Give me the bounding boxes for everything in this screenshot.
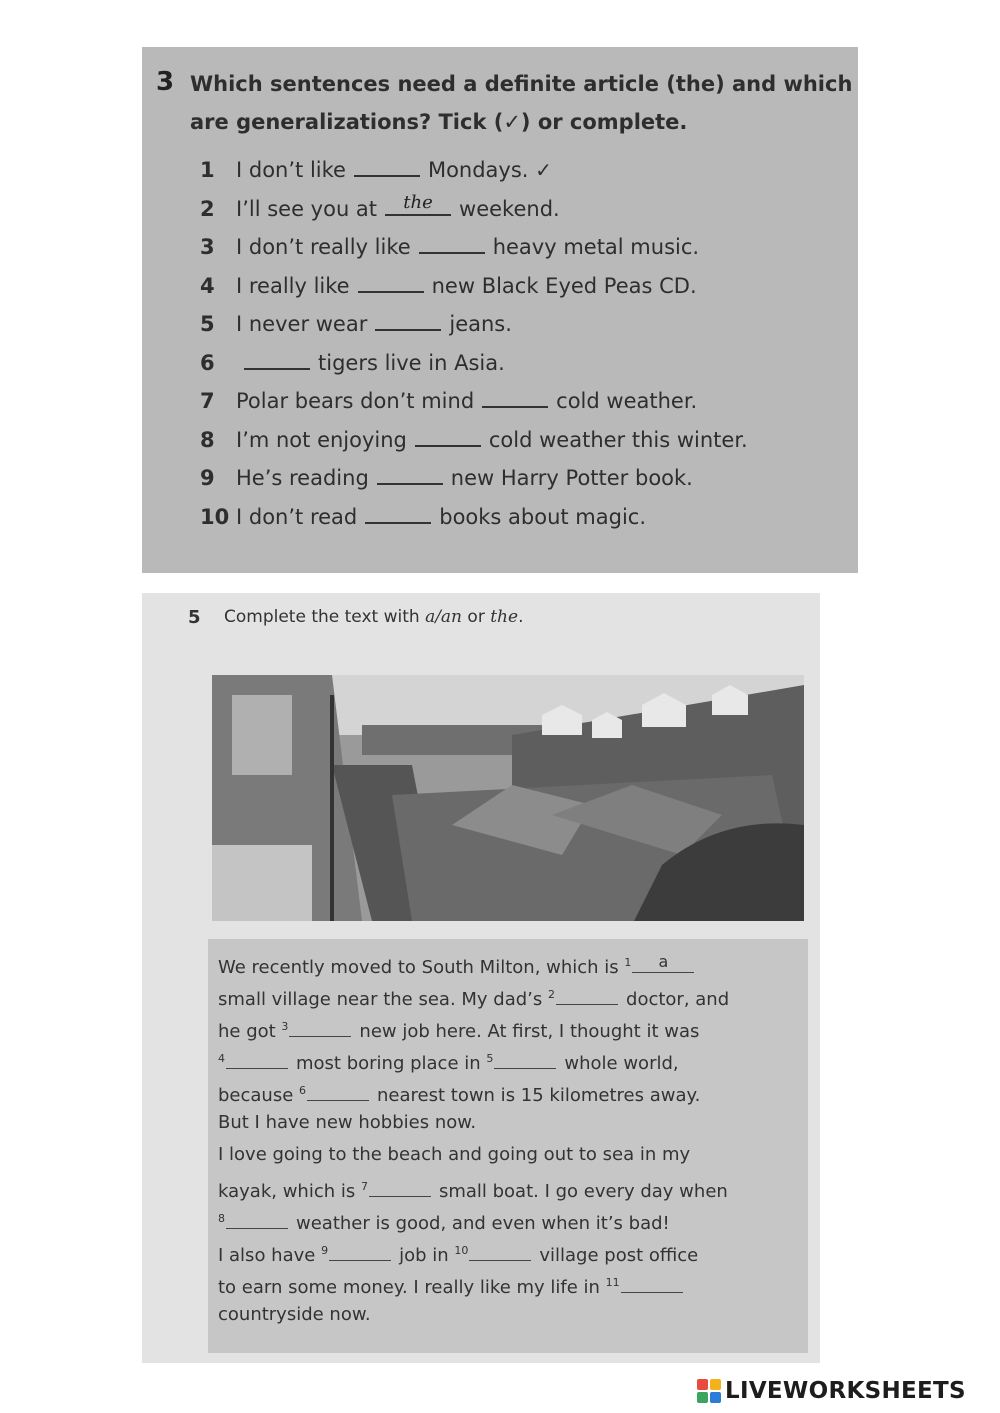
text-segment: nearest town is 15 kilometres away.	[377, 1085, 701, 1106]
sentence-end: cold weather this winter.	[488, 427, 748, 452]
exercise-instruction: Which sentences need a definite article (the) and which are generalizations? Tick (✓) or complete.	[190, 72, 853, 134]
item-number: 1	[200, 158, 215, 182]
text-segment: We recently moved to South Milton, which is	[218, 957, 625, 978]
gap-blank[interactable]	[494, 1051, 556, 1069]
answer-blank[interactable]	[358, 271, 424, 293]
sentence-end: weekend.	[459, 196, 560, 221]
sentence-end: new Black Eyed Peas CD.	[431, 273, 697, 298]
answer-blank[interactable]	[385, 191, 451, 216]
answer-blank[interactable]	[415, 425, 481, 447]
text-segment: kayak, which is	[218, 1181, 361, 1202]
gap-number: 11	[605, 1276, 620, 1289]
gap-blank[interactable]	[307, 1083, 369, 1101]
sentence-start: I’ll see you at	[236, 196, 378, 221]
text-segment: I love going to the beach and going out to sea in my	[218, 1144, 691, 1165]
answer-blank[interactable]	[375, 309, 441, 331]
sentence-start: I don’t read	[236, 504, 358, 529]
text-segment: whole world,	[564, 1053, 679, 1074]
liveworksheets-logo	[697, 1376, 966, 1406]
sentence-start: I never wear	[236, 312, 368, 336]
sentence-start: I don’t really like	[236, 235, 411, 259]
gap-blank[interactable]	[621, 1275, 683, 1293]
gap-number: 7	[360, 1180, 368, 1193]
gap-blank[interactable]	[289, 1019, 351, 1037]
sentence-end: Mondays.	[427, 158, 529, 182]
item-number: 6	[200, 350, 215, 375]
item-number: 8	[200, 427, 215, 452]
text-line	[218, 1299, 798, 1331]
text-segment: doctor, and	[626, 989, 730, 1010]
gap-number: 6	[299, 1084, 307, 1097]
answer-blank[interactable]	[354, 155, 420, 177]
text-line	[218, 1267, 798, 1299]
logo-square	[697, 1392, 708, 1403]
sentence-item	[200, 498, 840, 537]
answer-blank[interactable]	[244, 348, 310, 370]
gap-answer: a	[658, 952, 669, 971]
reading-text-box	[208, 939, 808, 1353]
item-number: 9	[200, 466, 215, 490]
text-line	[218, 1235, 798, 1267]
item-number: 4	[200, 273, 215, 298]
sentence-start: He’s reading	[236, 466, 369, 490]
sentence-end: new Harry Potter book.	[450, 466, 693, 490]
reading-text	[218, 947, 798, 1331]
item-number: 3	[200, 235, 215, 259]
answer-text: the	[403, 191, 433, 213]
sentence-end: heavy metal music.	[492, 235, 700, 259]
item-number: 7	[200, 389, 215, 413]
tick-mark-icon: ✓	[535, 158, 552, 182]
item-number: 10	[200, 504, 230, 529]
village-photo	[212, 675, 804, 921]
text-line	[218, 947, 798, 979]
sentence-item	[200, 459, 840, 498]
text-segment: new job here. At first, I thought it was	[359, 1021, 700, 1042]
sentence-end: books about magic.	[439, 504, 647, 529]
gap-number: 4	[218, 1052, 225, 1065]
gap-number: 3	[281, 1020, 289, 1033]
exercise-instruction: Complete the text with a/an or the.	[224, 607, 524, 627]
sentence-item	[200, 305, 840, 344]
logo-wordmark: LIVEWORKSHEETS	[725, 1378, 966, 1404]
sentence-item	[200, 228, 840, 267]
text-line	[218, 1011, 798, 1043]
text-segment: weather is good, and even when it’s bad!	[296, 1213, 670, 1234]
gap-blank[interactable]	[329, 1243, 391, 1261]
text-segment: small boat. I go every day when	[438, 1181, 728, 1202]
text-line	[218, 1203, 798, 1235]
item-number: 2	[200, 196, 215, 221]
text-segment: countryside now.	[218, 1304, 371, 1325]
text-line	[218, 1043, 798, 1075]
gap-number: 9	[321, 1244, 329, 1257]
sentence-item	[200, 421, 840, 460]
logo-square	[710, 1379, 721, 1390]
logo-square	[697, 1379, 708, 1390]
sentence-item	[200, 267, 840, 306]
gap-blank[interactable]	[226, 1211, 288, 1229]
gap-blank[interactable]	[369, 1179, 431, 1197]
gap-number: 10	[454, 1244, 469, 1257]
gap-number: 1	[624, 956, 632, 969]
gap-blank[interactable]	[469, 1243, 531, 1261]
sentence-item	[200, 344, 840, 383]
text-line	[218, 1107, 798, 1139]
sentence-end: tigers live in Asia.	[318, 350, 505, 375]
sentence-item	[200, 151, 840, 190]
logo-mark-icon	[697, 1379, 721, 1403]
text-segment: job in	[399, 1245, 455, 1266]
sentence-list	[200, 151, 840, 536]
gap-blank[interactable]	[632, 952, 694, 973]
logo-square	[710, 1392, 721, 1403]
text-segment: village post office	[539, 1245, 699, 1266]
text-segment: to earn some money. I really like my life in	[218, 1277, 606, 1298]
village-photo-illustration	[212, 675, 804, 921]
gap-blank[interactable]	[556, 987, 618, 1005]
sentence-item	[200, 382, 840, 421]
text-segment: most boring place in	[296, 1053, 487, 1074]
item-number: 5	[200, 312, 215, 336]
text-line	[218, 979, 798, 1011]
exercise-number: 5	[188, 607, 201, 628]
exercise-number: 3	[156, 67, 175, 97]
sentence-start: I’m not enjoying	[236, 427, 407, 452]
text-segment: because	[218, 1085, 300, 1106]
sentence-end: jeans.	[449, 312, 512, 336]
gap-number: 8	[218, 1212, 225, 1225]
sentence-start: Polar bears don’t mind	[236, 389, 475, 413]
text-segment: small village near the sea. My dad’s	[218, 989, 549, 1010]
gap-blank[interactable]	[226, 1051, 288, 1069]
sentence-start: I don’t like	[236, 158, 346, 182]
text-line	[218, 1139, 798, 1171]
text-line	[218, 1171, 798, 1203]
answer-blank[interactable]	[365, 502, 431, 524]
answer-blank[interactable]	[419, 232, 485, 254]
gap-number: 5	[486, 1052, 494, 1065]
answer-blank[interactable]	[482, 386, 548, 408]
text-segment: he got	[218, 1021, 282, 1042]
exercise-3-panel	[142, 47, 858, 573]
sentence-item	[200, 190, 840, 229]
sentence-end: cold weather.	[556, 389, 698, 413]
text-line	[218, 1075, 798, 1107]
text-segment: But I have new hobbies now.	[218, 1112, 477, 1133]
answer-blank[interactable]	[377, 463, 443, 485]
gap-number: 2	[548, 988, 556, 1001]
text-segment: I also have	[218, 1245, 322, 1266]
sentence-start: I really like	[236, 273, 350, 298]
exercise-5-panel	[142, 593, 820, 1363]
